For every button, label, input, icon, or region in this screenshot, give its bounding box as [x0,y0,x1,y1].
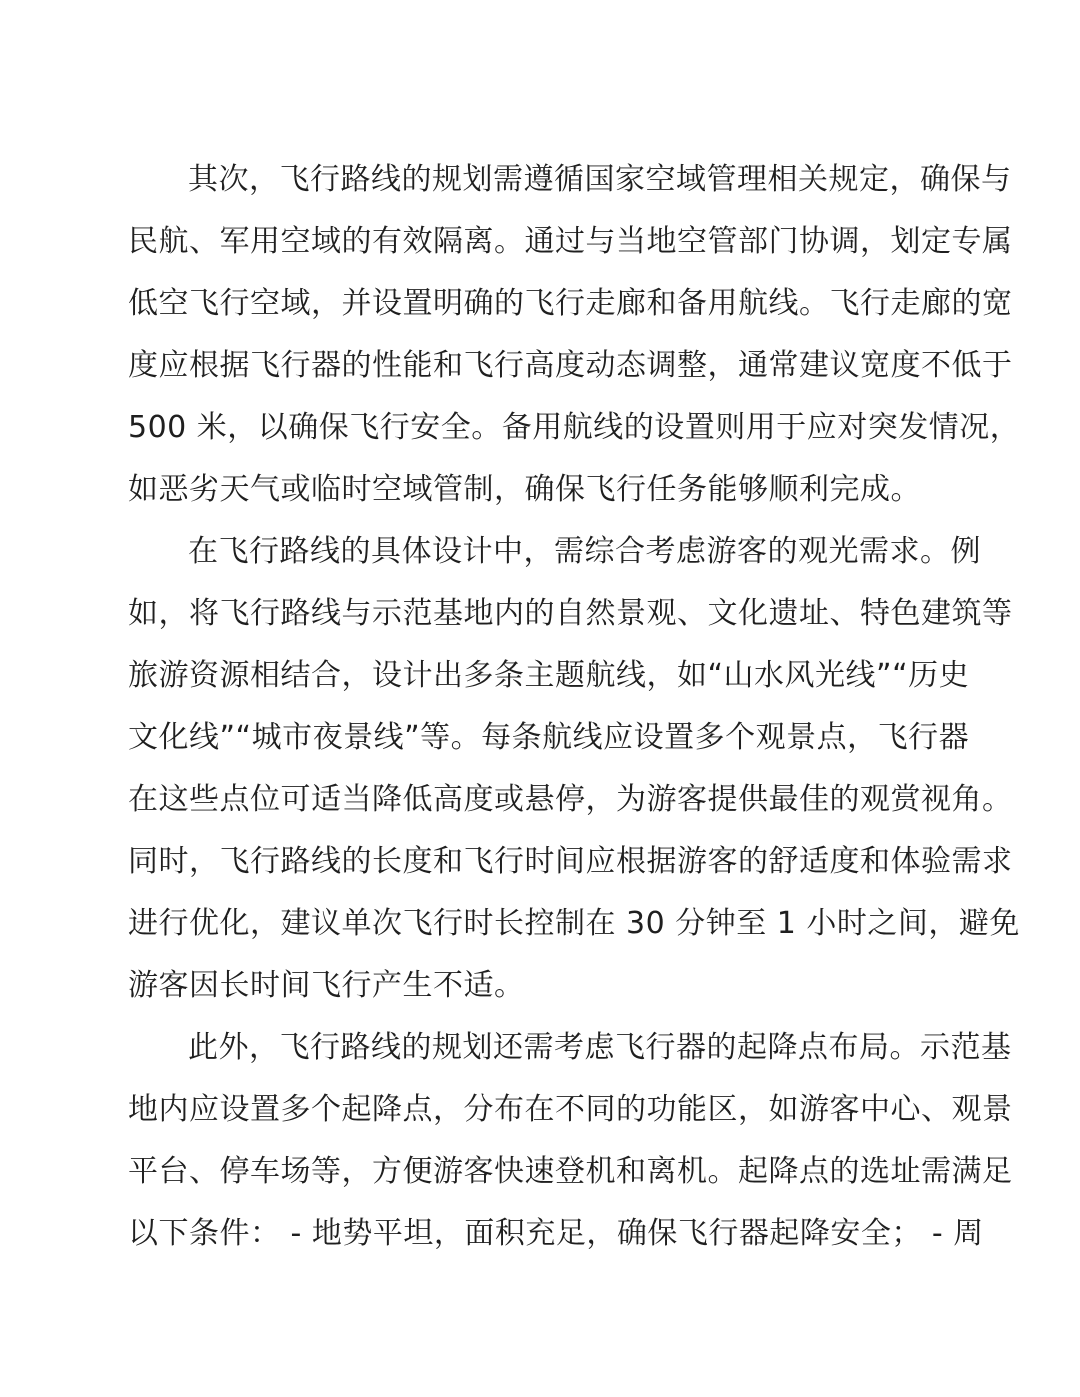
paragraph-3-line-1: 此外，飞行路线的规划还需考虑飞行器的起降点布局。示范基 [188,1030,1012,1065]
paragraph-1-line-1: 其次，飞行路线的规划需遵循国家空域管理相关规定，确保与 [188,162,1012,197]
paragraph-2-line-5: 在这些点位可适当降低高度或悬停，为游客提供最佳的观赏视角。 [128,782,1013,817]
paragraph-1-line-6: 如恶劣天气或临时空域管制，确保飞行任务能够顺利完成。 [128,472,921,507]
paragraph-2-line-8: 游客因长时间飞行产生不适。 [128,968,525,1003]
paragraph-2-line-3: 旅游资源相结合，设计出多条主题航线，如“山水风光线”“历史 [128,658,970,693]
paragraph-1-line-2: 民航、军用空域的有效隔离。通过与当地空管部门协调，划定专属 [128,224,1013,259]
paragraph-2-line-1: 在飞行路线的具体设计中，需综合考虑游客的观光需求。例 [188,534,981,569]
paragraph-3-line-4: 以下条件： - 地势平坦，面积充足，确保飞行器起降安全； - 周 [128,1216,984,1251]
paragraph-2-line-7: 进行优化，建议单次飞行时长控制在 30 分钟至 1 小时之间，避免 [128,906,1020,941]
paragraph-2-line-4: 文化线”“城市夜景线”等。每条航线应设置多个观景点，飞行器 [128,720,970,755]
paragraph-1-line-4: 度应根据飞行器的性能和飞行高度动态调整，通常建议宽度不低于 [128,348,1013,383]
paragraph-2-line-6: 同时，飞行路线的长度和飞行时间应根据游客的舒适度和体验需求 [128,844,1013,879]
paragraph-3-line-2: 地内应设置多个起降点，分布在不同的功能区，如游客中心、观景 [128,1092,1013,1127]
paragraph-1-line-5: 500 米，以确保飞行安全。备用航线的设置则用于应对突发情况， [128,410,1021,445]
paragraph-1-line-3: 低空飞行空域，并设置明确的飞行走廊和备用航线。飞行走廊的宽 [128,286,1013,321]
paragraph-2-line-2: 如，将飞行路线与示范基地内的自然景观、文化遗址、特色建筑等 [128,596,1013,631]
paragraph-3-line-3: 平台、停车场等，方便游客快速登机和离机。起降点的选址需满足 [128,1154,1013,1189]
